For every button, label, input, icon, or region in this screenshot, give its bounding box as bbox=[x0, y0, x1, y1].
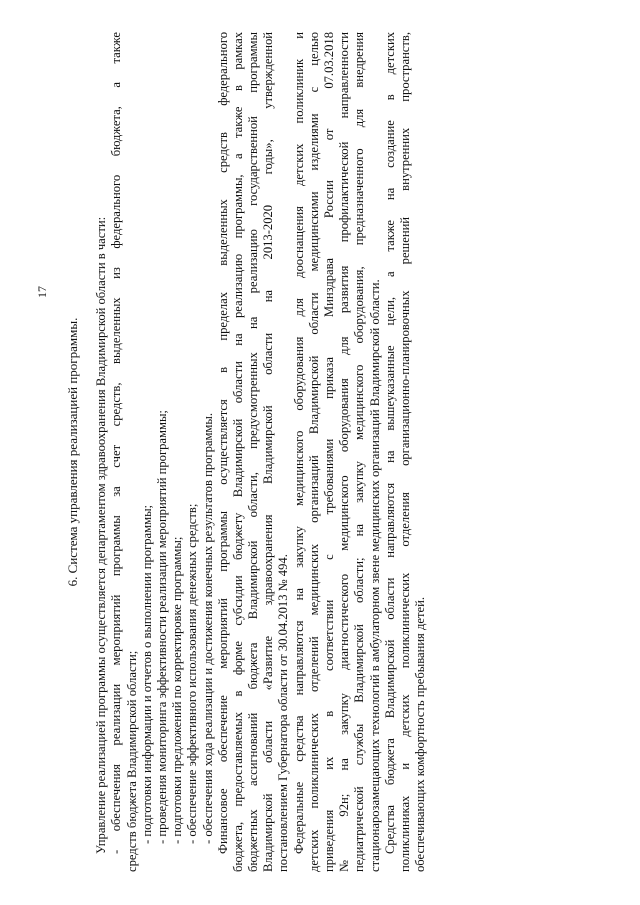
text-line: приведения их в соответствии с требованиями приказа Минздрава России от 07.03.2018 bbox=[322, 32, 337, 872]
text-line: обеспечивающих комфортность пребывания детей. bbox=[413, 597, 428, 872]
text-line: поликлиниках и детских поликлинических отделения организационно-планировочных решений внутренних пространств, bbox=[397, 32, 412, 872]
text-line: Финансовое обеспечение мероприятий программы осуществляется в пределах выделенных средств федерального bbox=[215, 32, 230, 854]
text-line: Федеральные средства направляются на закупку медицинского оборудования для дооснащения детских поликлиник и bbox=[291, 32, 306, 854]
text-line: Средства бюджета Владимирской области направляются на вышеуказанные цели, а также на создание в детских bbox=[382, 32, 397, 854]
text-line: детских поликлинических отделений медицинских организаций Владимирской области медицинскими изделиями с целью bbox=[306, 32, 321, 872]
text-line: - проведения мониторинга эффективности реализации мероприятий программы; bbox=[154, 410, 169, 844]
paragraph bbox=[216, 32, 292, 872]
paragraph bbox=[94, 32, 216, 872]
text-line: - подготовки предложений по корректировке программы; bbox=[170, 536, 185, 844]
text-line: № 92н; на закупку диагностического медицинского оборудования для развития профилактической направленности bbox=[337, 32, 352, 872]
text-line: бюджета, предоставляемых в форме субсидии бюджету Владимирской области на реализацию программы, а также в рамках bbox=[230, 32, 245, 872]
text-line: - обеспечения хода реализации и достижения конечных результатов программы. bbox=[200, 412, 215, 844]
page-number: 17 bbox=[35, 286, 49, 298]
text-line: - подготовки информации и отчетов о выполнении программы; bbox=[139, 504, 154, 844]
text-line: бюджетных ассигнований бюджета Владимирской области, предусмотренных на реализацию государственной программы bbox=[246, 32, 261, 872]
text-line: - обеспечения реализации мероприятий программы за счет средств, выделенных из федерального бюджета, а также bbox=[109, 32, 124, 854]
paragraph bbox=[383, 32, 429, 872]
text-line: Владимирской области «Развитие здравоохранения Владимирской области на 2013-2020 годы», утвержденной bbox=[261, 32, 276, 872]
text-line: - обеспечение эффективного использования денежных средств; bbox=[185, 503, 200, 844]
section-title: 6. Система управления реализацией программы. bbox=[65, 317, 80, 587]
document-body bbox=[94, 32, 428, 872]
text-line: постановлением Губернатора области от 30.04.2013 № 494. bbox=[276, 554, 291, 872]
paragraph bbox=[292, 32, 383, 872]
text-line: педиатрической службы Владимирской области; на закупку медицинского оборудования, предназначенного для внедрения bbox=[352, 32, 367, 872]
text-line: стационарозамещающих технологий в амбулаторном звене медицинских организаций Владимирской области. bbox=[367, 279, 382, 872]
rotated-text-block bbox=[35, 32, 465, 872]
text-line: средств бюджета Владимирской области; bbox=[124, 650, 139, 872]
text-line: Управление реализацией программы осуществляется департаментом здравоохранения Владимирской области в части: bbox=[94, 216, 109, 854]
